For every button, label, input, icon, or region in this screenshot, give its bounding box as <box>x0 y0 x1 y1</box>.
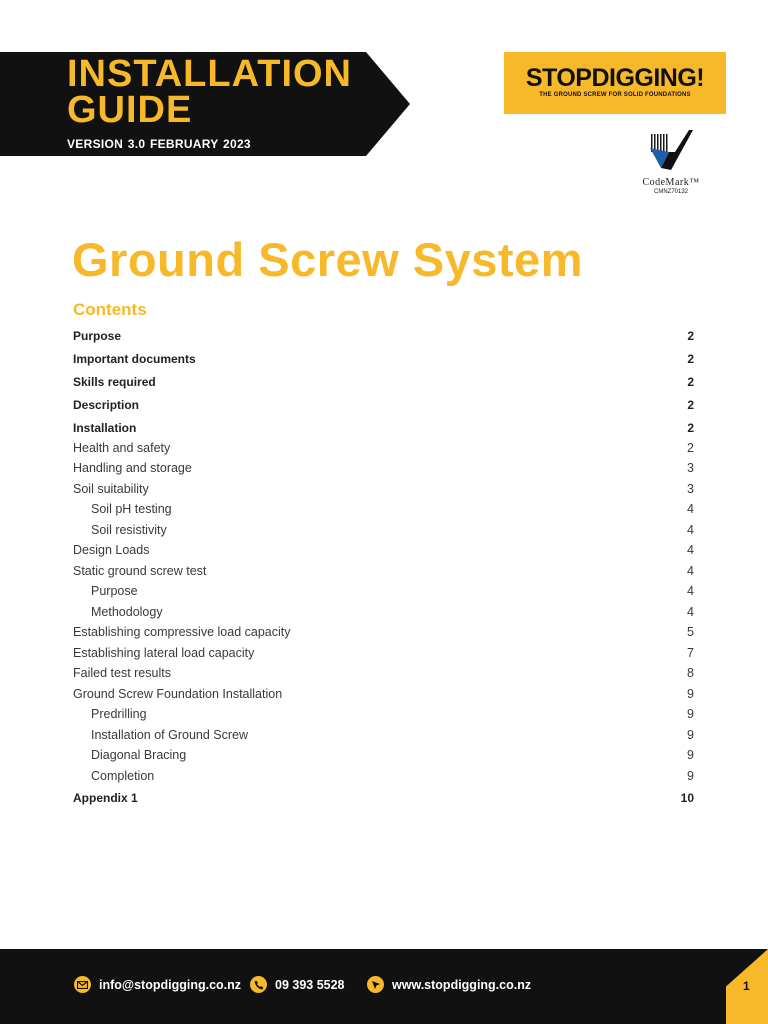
page-number: 1 <box>743 979 750 993</box>
toc-entry[interactable] <box>73 766 694 786</box>
toc-entry-label: Soil pH testing <box>91 502 172 516</box>
toc-entry[interactable] <box>73 395 694 415</box>
cursor-icon <box>367 976 384 993</box>
footer-phone[interactable] <box>250 976 345 993</box>
toc-entry-label: Failed test results <box>73 666 171 680</box>
toc-entry-label: Soil suitability <box>73 482 149 496</box>
toc-entry-page: 2 <box>687 352 694 366</box>
toc-entry[interactable] <box>73 438 694 458</box>
toc-entry-label: Skills required <box>73 375 156 389</box>
toc-entry[interactable] <box>73 326 694 346</box>
toc-entry-label: Ground Screw Foundation Installation <box>73 687 283 701</box>
toc-entry[interactable] <box>73 372 694 392</box>
toc-entry-page: 2 <box>687 421 694 435</box>
toc-entry[interactable] <box>73 479 694 499</box>
codemark-name: CodeMark™ <box>642 177 700 188</box>
toc-entry-page: 2 <box>687 441 694 455</box>
toc-entry-label: Installation <box>73 421 137 435</box>
toc-entry[interactable] <box>73 663 694 683</box>
toc-entry-page: 2 <box>687 329 694 343</box>
toc-entry-label: Methodology <box>91 605 163 619</box>
brand-name: STOPDIGGING! <box>525 64 705 92</box>
toc-entry-label: Appendix 1 <box>73 791 138 805</box>
toc-entry[interactable] <box>73 458 694 478</box>
toc-entry-label: Soil resistivity <box>91 523 167 537</box>
toc-entry-page: 7 <box>687 646 694 660</box>
toc-entry-page: 5 <box>687 625 694 639</box>
toc-entry-label: Completion <box>91 769 155 783</box>
toc-entry-page: 2 <box>687 398 694 412</box>
toc-entry-label: Handling and storage <box>73 461 192 475</box>
toc-entry[interactable] <box>73 520 694 540</box>
toc-entry[interactable] <box>73 418 694 438</box>
toc-entry-label: Installation of Ground Screw <box>91 728 249 742</box>
toc-entry-label: Description <box>73 398 140 412</box>
codemark-logo <box>640 128 702 195</box>
brand-logo <box>504 52 726 114</box>
toc-entry[interactable] <box>73 499 694 519</box>
codemark-icon <box>647 128 695 174</box>
version-label: VERSION 3.0 FEBRUARY 2023 <box>67 137 251 151</box>
toc-entry-page: 9 <box>687 748 694 762</box>
toc-entry-label: Diagonal Bracing <box>91 748 187 762</box>
toc-entry[interactable] <box>73 561 694 581</box>
website-text[interactable]: www.stopdigging.co.nz <box>392 977 532 992</box>
footer-bar <box>0 949 768 1024</box>
codemark-number: CMNZ70132 <box>653 189 688 195</box>
footer-email[interactable] <box>74 976 241 993</box>
page-title: Ground Screw System <box>72 233 583 286</box>
toc-entry[interactable] <box>73 704 694 724</box>
toc-entry[interactable] <box>73 349 694 369</box>
email-text[interactable]: info@stopdigging.co.nz <box>99 977 242 992</box>
toc-entry-page: 4 <box>687 605 694 619</box>
toc-entry[interactable] <box>73 684 694 704</box>
toc-entry-page: 4 <box>687 584 694 598</box>
toc-entry-label: Purpose <box>91 584 138 598</box>
toc-entry-page: 4 <box>687 523 694 537</box>
toc-entry-page: 9 <box>687 687 694 701</box>
toc-entry-page: 9 <box>687 707 694 721</box>
toc-entry-label: Static ground screw test <box>73 564 207 578</box>
toc-entry-label: Design Loads <box>73 543 150 557</box>
toc-entry-page: 4 <box>687 564 694 578</box>
toc-entry-page: 10 <box>680 791 694 805</box>
toc-entry-page: 3 <box>687 461 694 475</box>
contents-heading: Contents <box>73 300 147 319</box>
toc-entry[interactable] <box>73 788 694 808</box>
toc-entry[interactable] <box>73 581 694 601</box>
toc-entry-label: Establishing lateral load capacity <box>73 646 255 660</box>
footer-website[interactable] <box>367 976 531 993</box>
toc-entry[interactable] <box>73 725 694 745</box>
phone-text[interactable]: 09 393 5528 <box>275 977 345 992</box>
toc-entry-page: 2 <box>687 375 694 389</box>
toc-entry-page: 8 <box>687 666 694 680</box>
toc-entry-page: 4 <box>687 502 694 516</box>
phone-icon <box>250 976 267 993</box>
toc-entry[interactable] <box>73 602 694 622</box>
brand-tagline: THE GROUND SCREW FOR SOLID FOUNDATIONS <box>539 92 691 98</box>
toc-entry[interactable] <box>73 540 694 560</box>
email-icon <box>74 976 91 993</box>
toc-entry-page: 4 <box>687 543 694 557</box>
toc-entry-label: Predrilling <box>91 707 147 721</box>
toc-entry-page: 9 <box>687 769 694 783</box>
toc-entry-label: Important documents <box>73 352 196 366</box>
guide-title: INSTALLATION GUIDE <box>67 53 352 131</box>
toc-entry[interactable] <box>73 622 694 642</box>
toc-entry-label: Establishing compressive load capacity <box>73 625 291 639</box>
toc-entry[interactable] <box>73 643 694 663</box>
toc-entry[interactable] <box>73 745 694 765</box>
toc-entry-label: Health and safety <box>73 441 171 455</box>
toc-entry-page: 9 <box>687 728 694 742</box>
toc-entry-label: Purpose <box>73 329 122 343</box>
toc-entry-page: 3 <box>687 482 694 496</box>
